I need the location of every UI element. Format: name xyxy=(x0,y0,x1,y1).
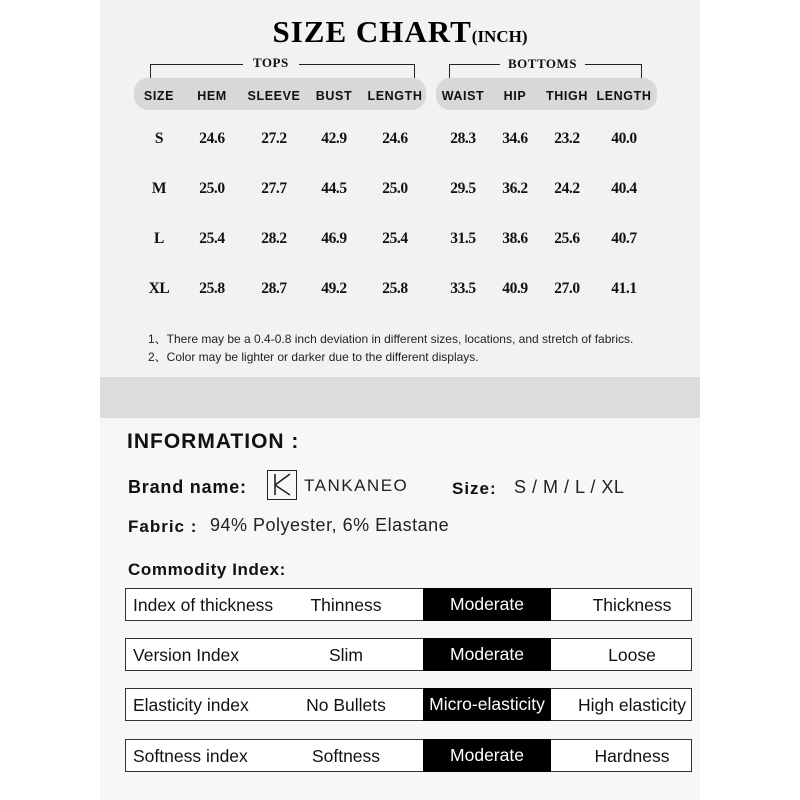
header-size: SIZE xyxy=(143,89,175,103)
index-row xyxy=(125,739,692,772)
size-cell-waist: 29.5 xyxy=(450,180,476,197)
size-cell-hip: 34.6 xyxy=(502,130,528,147)
size-cell-bottoms-length: 40.0 xyxy=(611,130,637,147)
divider-band xyxy=(100,377,700,418)
fabric-label: Fabric : xyxy=(128,517,198,536)
size-cell-waist: 31.5 xyxy=(450,230,476,247)
commodity-index-title: Commodity Index: xyxy=(128,560,286,579)
index-option-selected xyxy=(423,688,551,721)
size-label: Size: xyxy=(452,479,497,498)
index-option-selected-label: Micro-elasticity xyxy=(429,694,545,714)
index-option-selected xyxy=(423,638,551,671)
header-bottoms-length: LENGTH xyxy=(596,89,652,103)
index-option: Softness xyxy=(311,746,381,766)
size-cell-hip: 38.6 xyxy=(502,230,528,247)
brand-name-label: Brand name: xyxy=(128,477,247,497)
size-row-label: XL xyxy=(148,280,170,297)
index-option: Thinness xyxy=(310,595,382,615)
information-title: INFORMATION : xyxy=(127,430,300,453)
index-option: Loose xyxy=(608,645,656,665)
size-cell-bust: 49.2 xyxy=(321,280,347,297)
index-row xyxy=(125,588,692,621)
size-cell-hem: 24.6 xyxy=(199,130,225,147)
index-option: Slim xyxy=(328,645,364,665)
size-cell-hip: 40.9 xyxy=(502,280,528,297)
tankaneo-k-logo-icon xyxy=(267,470,297,500)
brand-name-value: TANKANEO xyxy=(304,476,409,495)
header-thigh: THIGH xyxy=(546,89,588,103)
index-name: Elasticity index xyxy=(133,695,249,715)
note-1: 1、There may be a 0.4-0.8 inch deviation in different sizes, locations, and stretch of fabrics. xyxy=(148,332,634,346)
size-cell-tops-length: 25.0 xyxy=(382,180,408,197)
bottoms-label: BOTTOMS xyxy=(500,56,585,72)
size-cell-bust: 42.9 xyxy=(321,130,347,147)
size-cell-sleeve: 27.7 xyxy=(261,180,287,197)
size-cell-bottoms-length: 40.4 xyxy=(611,180,637,197)
index-option-selected-label: Moderate xyxy=(450,644,524,664)
index-row xyxy=(125,688,692,721)
size-chart-title xyxy=(0,14,800,50)
size-cell-bust: 46.9 xyxy=(321,230,347,247)
tops-label: TOPS xyxy=(243,55,299,71)
index-option-selected-label: Moderate xyxy=(450,594,524,614)
size-cell-bottoms-length: 40.7 xyxy=(611,230,637,247)
size-cell-bust: 44.5 xyxy=(321,180,347,197)
size-chart-title-text: SIZE CHART xyxy=(272,14,472,49)
index-option: Thickness xyxy=(592,595,672,615)
index-name: Softness index xyxy=(133,746,248,766)
index-name: Index of thickness xyxy=(133,595,274,615)
header-hip: HIP xyxy=(503,89,527,103)
fabric-value: 94% Polyester, 6% Elastane xyxy=(210,515,450,535)
size-cell-tops-length: 25.8 xyxy=(382,280,408,297)
size-cell-hem: 25.4 xyxy=(199,230,225,247)
header-waist: WAIST xyxy=(441,89,485,103)
size-cell-waist: 28.3 xyxy=(450,130,476,147)
size-cell-sleeve: 27.2 xyxy=(261,130,287,147)
note-2: 2、Color may be lighter or darker due to the different displays. xyxy=(148,350,479,364)
size-cell-thigh: 23.2 xyxy=(554,130,580,147)
size-cell-thigh: 24.2 xyxy=(554,180,580,197)
k-logo-glyph xyxy=(268,471,295,498)
index-option: No Bullets xyxy=(306,695,386,715)
size-cell-hem: 25.0 xyxy=(199,180,225,197)
index-row xyxy=(125,638,692,671)
size-row-label: S xyxy=(154,130,164,147)
index-option: Hardness xyxy=(594,746,670,766)
size-cell-tops-length: 25.4 xyxy=(382,230,408,247)
index-option-selected-label: Moderate xyxy=(450,745,524,765)
header-sleeve: SLEEVE xyxy=(247,89,301,103)
size-cell-sleeve: 28.7 xyxy=(261,280,287,297)
size-row-label: L xyxy=(154,230,164,247)
index-option: High elasticity xyxy=(578,695,686,715)
size-cell-hem: 25.8 xyxy=(199,280,225,297)
header-bust: BUST xyxy=(315,89,353,103)
size-cell-bottoms-length: 41.1 xyxy=(611,280,637,297)
size-cell-waist: 33.5 xyxy=(450,280,476,297)
size-cell-tops-length: 24.6 xyxy=(382,130,408,147)
header-tops-length: LENGTH xyxy=(367,89,423,103)
size-cell-hip: 36.2 xyxy=(502,180,528,197)
index-option-selected xyxy=(423,739,551,772)
size-row-label: M xyxy=(151,180,167,197)
index-name: Version Index xyxy=(133,645,240,665)
size-chart-unit: (INCH) xyxy=(471,27,528,46)
size-cell-thigh: 25.6 xyxy=(554,230,580,247)
size-value: S / M / L / XL xyxy=(514,477,625,497)
header-hem: HEM xyxy=(197,89,227,103)
size-cell-sleeve: 28.2 xyxy=(261,230,287,247)
size-cell-thigh: 27.0 xyxy=(554,280,580,297)
index-option-selected xyxy=(423,588,551,621)
